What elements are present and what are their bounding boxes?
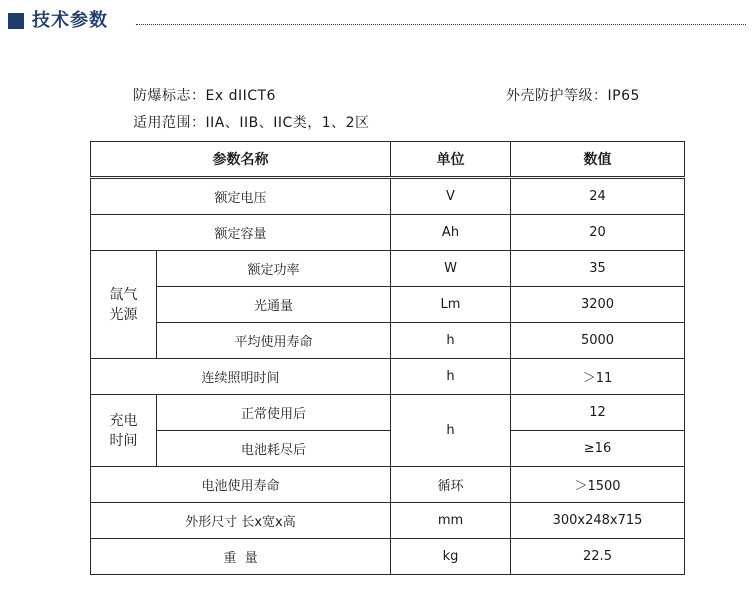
group-label-charge-time [91, 395, 157, 467]
param-name: 电池耗尽后 [157, 431, 391, 467]
param-name: 正常使用后 [157, 395, 391, 431]
table-row [91, 431, 685, 467]
param-unit: h [391, 359, 511, 395]
param-name: 连续照明时间 [91, 359, 391, 395]
group-label-light-source [91, 251, 157, 359]
parameter-table [90, 141, 685, 575]
param-value: 300x248x715 [511, 503, 685, 539]
param-name: 平均使用寿命 [157, 323, 391, 359]
explosion-proof-mark: 防爆标志：Ex dIICT6 [133, 88, 276, 104]
param-unit: h [391, 323, 511, 359]
param-value: 3200 [511, 287, 685, 323]
param-value: 24 [511, 178, 685, 215]
table-row [91, 323, 685, 359]
header-unit: 单位 [391, 142, 511, 178]
table-row [91, 503, 685, 539]
header-value: 数值 [511, 142, 685, 178]
table-row [91, 251, 685, 287]
application-scope: 适用范围：IIA、IIB、IIC类，1、2区 [133, 115, 370, 131]
section-title: 技术参数 [32, 10, 108, 31]
param-value: ＞11 [511, 359, 685, 395]
group-label-line: 时间 [109, 432, 138, 449]
param-value: ＞1500 [511, 467, 685, 503]
param-name: 光通量 [157, 287, 391, 323]
protection-grade: 外壳防护等级：IP65 [506, 88, 640, 104]
param-unit: 循环 [391, 467, 511, 503]
param-unit: mm [391, 503, 511, 539]
param-unit: W [391, 251, 511, 287]
param-name: 外形尺寸 长x宽x高 [91, 503, 391, 539]
param-name: 额定容量 [91, 215, 391, 251]
header-param-name: 参数名称 [91, 142, 391, 178]
table-row [91, 539, 685, 575]
param-value: 35 [511, 251, 685, 287]
param-unit: V [391, 178, 511, 215]
param-name: 电池使用寿命 [91, 467, 391, 503]
param-value: 12 [511, 395, 685, 431]
param-unit: Ah [391, 215, 511, 251]
param-name: 额定功率 [157, 251, 391, 287]
table-row [91, 359, 685, 395]
table-row [91, 467, 685, 503]
param-unit: h [391, 395, 511, 467]
param-unit: kg [391, 539, 511, 575]
section-header [8, 11, 748, 35]
square-bullet-icon [8, 13, 24, 29]
dotted-divider [136, 24, 746, 25]
param-name: 额定电压 [91, 178, 391, 215]
param-value: ≥16 [511, 431, 685, 467]
table-row [91, 178, 685, 215]
table-row [91, 215, 685, 251]
param-unit: Lm [391, 287, 511, 323]
table-header-row [91, 142, 685, 178]
param-value: 22.5 [511, 539, 685, 575]
param-value: 20 [511, 215, 685, 251]
table-row [91, 395, 685, 431]
param-value: 5000 [511, 323, 685, 359]
group-label-line: 充电 [109, 412, 138, 429]
param-name: 重 量 [91, 539, 391, 575]
group-label-line: 氙气 [109, 286, 138, 303]
group-label-line: 光源 [109, 306, 138, 323]
table-row [91, 287, 685, 323]
